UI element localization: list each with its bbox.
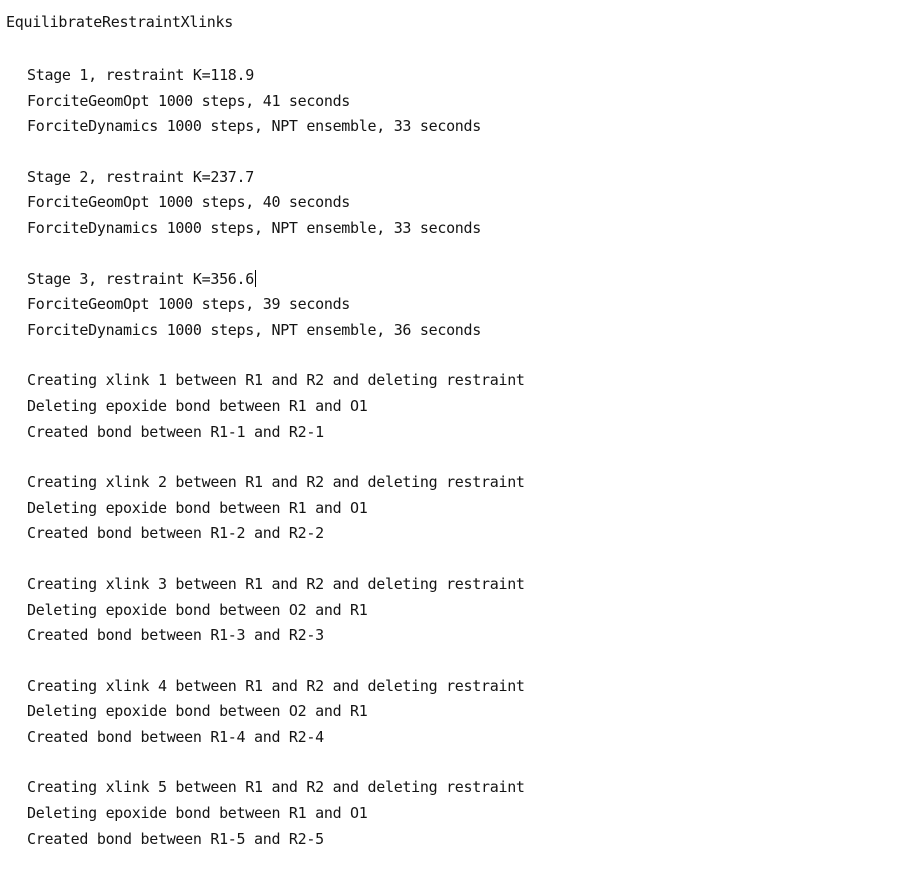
dynamics-line: ForciteDynamics 1000 steps, NPT ensemble, 33 seconds [27, 117, 482, 136]
stage-block [27, 267, 525, 344]
xlink-block [27, 775, 525, 852]
xlink-created-line: Created bond between R1-3 and R2-3 [27, 626, 324, 645]
xlink-created-line: Created bond between R1-4 and R2-4 [27, 727, 324, 746]
xlink-creating-line: Creating xlink 3 between R1 and R2 and deleting restraint [27, 574, 525, 593]
stage-header: Stage 3, restraint K=356.6 [27, 269, 255, 288]
xlink-deleting-line: Deleting epoxide bond between R1 and O1 [27, 396, 368, 415]
xlink-creating-line: Creating xlink 5 between R1 and R2 and deleting restraint [27, 778, 525, 797]
text-caret [255, 270, 256, 287]
geomopt-line: ForciteGeomOpt 1000 steps, 41 seconds [27, 91, 351, 110]
stage-block [27, 165, 525, 242]
xlink-creating-line: Creating xlink 4 between R1 and R2 and deleting restraint [27, 676, 525, 695]
xlink-block [27, 572, 525, 649]
stage-header: Stage 2, restraint K=237.7 [27, 167, 255, 186]
log-body [27, 63, 525, 877]
xlink-deleting-line: Deleting epoxide bond between O2 and R1 [27, 702, 368, 721]
dynamics-line: ForciteDynamics 1000 steps, NPT ensemble, 36 seconds [27, 320, 482, 339]
xlink-creating-line: Creating xlink 2 between R1 and R2 and deleting restraint [27, 473, 525, 492]
stage-header-with-caret [27, 267, 525, 293]
xlink-block [27, 674, 525, 751]
stage-block [27, 63, 525, 140]
log-title: EquilibrateRestraintXlinks [6, 13, 234, 31]
xlink-created-line: Created bond between R1-2 and R2-2 [27, 524, 324, 543]
geomopt-line: ForciteGeomOpt 1000 steps, 39 seconds [27, 295, 351, 314]
stage-header: Stage 1, restraint K=118.9 [27, 66, 255, 84]
dynamics-line: ForciteDynamics 1000 steps, NPT ensemble, 33 seconds [27, 218, 482, 237]
xlink-deleting-line: Deleting epoxide bond between R1 and O1 [27, 498, 368, 517]
xlink-creating-line: Creating xlink 1 between R1 and R2 and deleting restraint [27, 371, 525, 390]
xlink-deleting-line: Deleting epoxide bond between O2 and R1 [27, 600, 368, 619]
xlink-block [27, 368, 525, 445]
xlink-created-line: Created bond between R1-1 and R2-1 [27, 422, 324, 441]
geomopt-line: ForciteGeomOpt 1000 steps, 40 seconds [27, 193, 351, 212]
xlink-deleting-line: Deleting epoxide bond between R1 and O1 [27, 804, 368, 823]
xlink-block [27, 470, 525, 547]
xlink-created-line: Created bond between R1-5 and R2-5 [27, 829, 324, 848]
